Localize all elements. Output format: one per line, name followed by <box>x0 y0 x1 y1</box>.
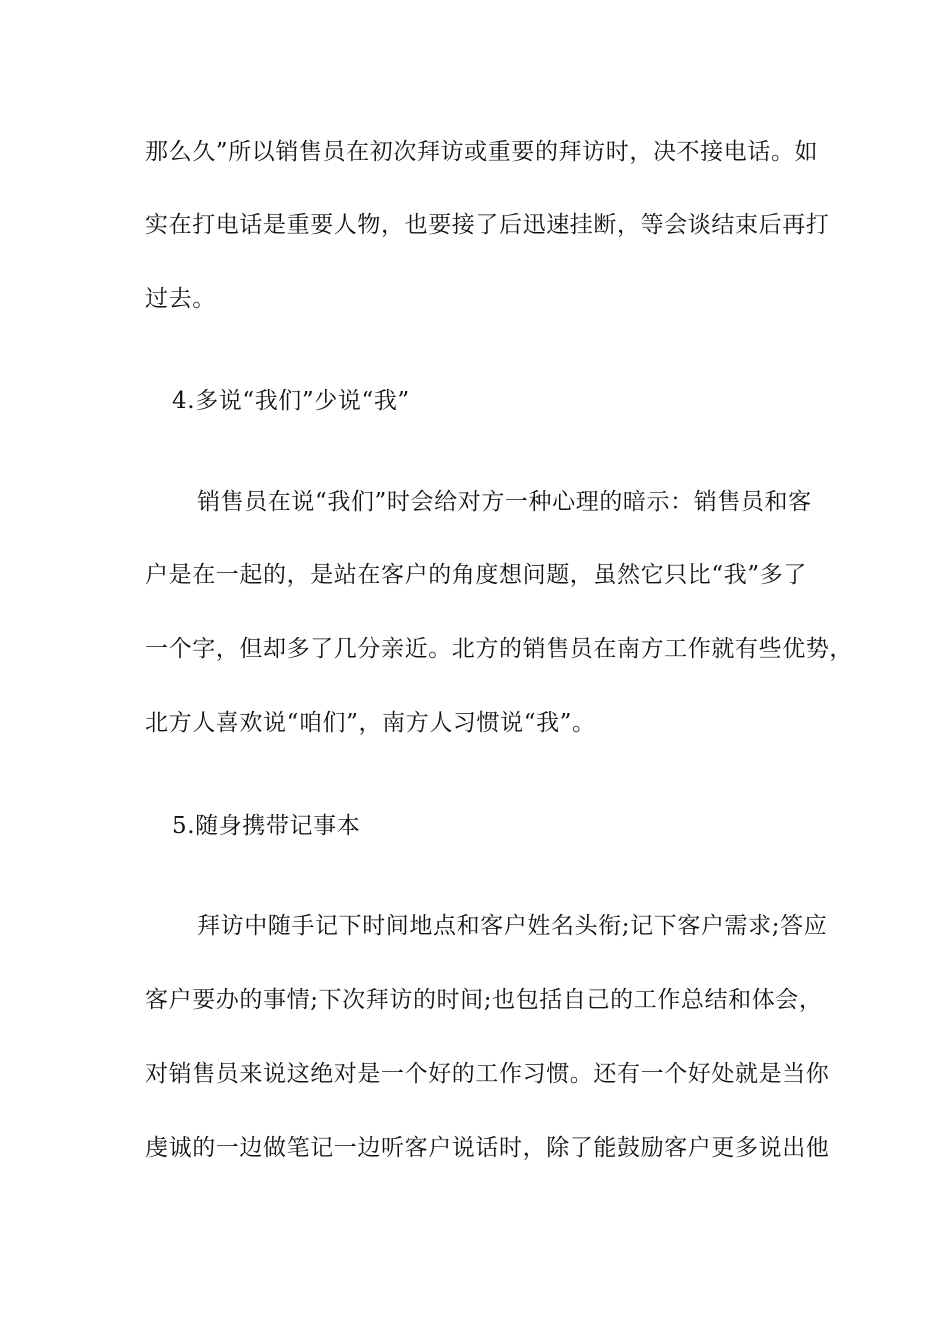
paragraph-line: 客户要办的事情;下次拜访的时间;也包括自己的工作总结和体会， <box>145 987 823 1013</box>
paragraph-line: 对销售员来说这绝对是一个好的工作习惯。还有一个好处就是当你 <box>145 1061 830 1087</box>
paragraph-line: 实在打电话是重要人物，也要接了后迅速挂断，等会谈结束后再打 <box>145 212 830 238</box>
section-heading-4: 4.多说“我们”少说“我” <box>172 388 410 414</box>
paragraph-line: 拜访中随手记下时间地点和客户姓名头衔;记下客户需求;答应 <box>197 913 828 939</box>
paragraph-line: 虔诚的一边做笔记一边听客户说话时，除了能鼓励客户更多说出他 <box>145 1135 830 1161</box>
paragraph-line: 那么久”所以销售员在初次拜访或重要的拜访时，决不接电话。如 <box>145 139 819 165</box>
paragraph-line: 北方人喜欢说“咱们”，南方人习惯说“我”。 <box>145 710 596 736</box>
paragraph-line: 过去。 <box>145 286 216 312</box>
paragraph-line: 一个字，但却多了几分亲近。北方的销售员在南方工作就有些优势， <box>145 636 853 662</box>
paragraph-line: 销售员在说“我们”时会给对方一种心理的暗示：销售员和客 <box>197 489 812 515</box>
paragraph-line: 户是在一起的，是站在客户的角度想问题，虽然它只比“我”多了 <box>145 562 807 588</box>
section-heading-5: 5.随身携带记事本 <box>172 813 361 839</box>
